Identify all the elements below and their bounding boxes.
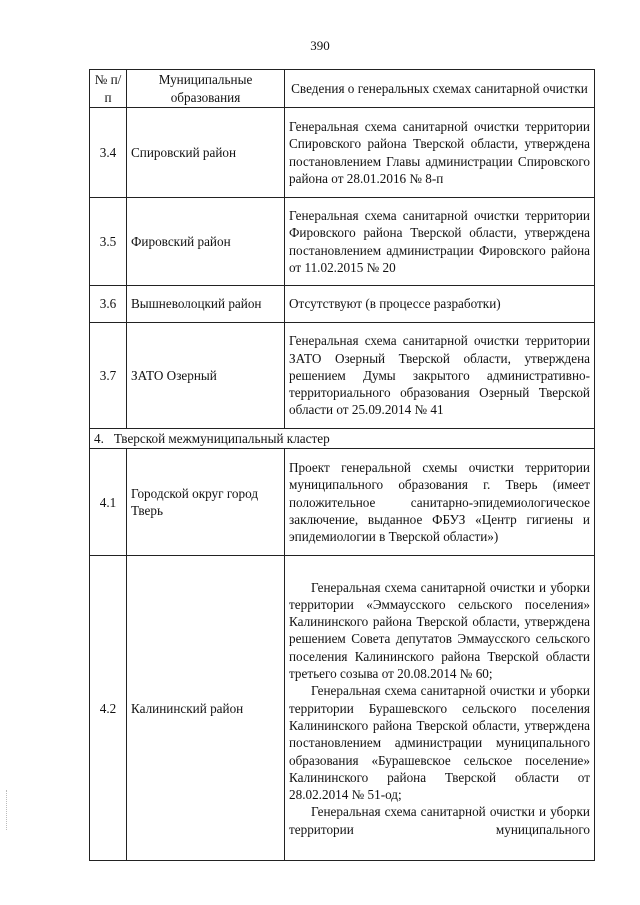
row-info-paragraph: Генеральная схема санитарной очистки территории Спировского района Тверской области, утверждена постановлением Главы администрации Спировского района от 28.01.2016 № 8-п	[289, 118, 590, 186]
row-info-paragraph: Проект генеральной схемы очистки территории муниципального образования г. Тверь (имеет положительное санитарно-эпидемиологическое заключение, выданное ФБУЗ «Центр гигиены и эпидемиологии в Тверской области»)	[289, 460, 590, 545]
row-info	[285, 323, 595, 429]
sanitation-schemes-table	[89, 69, 595, 861]
row-municipality: Калининский район	[127, 556, 285, 861]
row-info	[285, 108, 595, 198]
row-info	[285, 198, 595, 286]
row-municipality: Городской округ город Тверь	[127, 449, 285, 556]
row-info-paragraph: Генеральная схема санитарной очистки территории Фировского района Тверской области, утверждена постановлением администрации Фировского района от 11.02.2015 № 20	[289, 207, 590, 275]
row-info-paragraph: Генеральная схема санитарной очистки территории ЗАТО Озерный Тверской области, утверждена решением Думы закрытого административно-территориального образования Озерный Тверской области от 25.09.2014 № 41	[289, 333, 590, 418]
table-row	[90, 323, 595, 429]
row-info-paragraph: Отсутствуют (в процессе разработки)	[289, 296, 501, 312]
row-info-paragraph: Генеральная схема санитарной очистки и уборки территории Бурашевского сельского поселения Калининского района Тверской области, утверждена постановлением администрации муниципального образования «Бурашевское сельское поселение» Калининского района Тверской области от 28.02.2014 № 51-од;	[289, 683, 590, 803]
row-info-paragraph: Генеральная схема санитарной очистки и уборки территории муниципального	[289, 804, 590, 837]
row-municipality: Фировский район	[127, 198, 285, 286]
table-row	[90, 449, 595, 556]
row-number: 4.2	[90, 556, 127, 861]
row-number: 3.5	[90, 198, 127, 286]
row-number: 4.1	[90, 449, 127, 556]
table-header-row	[90, 70, 595, 108]
row-number: 3.4	[90, 108, 127, 198]
header-info: Сведения о генеральных схемах санитарной очистки	[285, 70, 595, 108]
table-row	[90, 556, 595, 861]
table-row	[90, 108, 595, 198]
row-number: 3.7	[90, 323, 127, 429]
row-info	[285, 286, 595, 323]
row-info	[285, 449, 595, 556]
row-municipality: Вышневолоцкий район	[127, 286, 285, 323]
row-municipality: ЗАТО Озерный	[127, 323, 285, 429]
cluster-number: 4.	[94, 431, 104, 446]
scan-margin-mark	[6, 790, 11, 830]
row-municipality: Спировский район	[127, 108, 285, 198]
table-row	[90, 286, 595, 323]
row-info	[285, 556, 595, 861]
page-number: 390	[310, 38, 330, 53]
table-row	[90, 198, 595, 286]
cluster-heading-row	[90, 429, 595, 449]
row-info-paragraph: Генеральная схема санитарной очистки и уборки территории «Эммаусского сельского поселения» Калининского района Тверской области, утверждена решением Совета депутатов Эммаусского сельского поселения Калининского района Тверской области третьего созыва от 20.08.2014 № 60;	[289, 579, 590, 682]
cluster-title: Тверской межмуниципальный кластер	[113, 431, 330, 446]
row-number: 3.6	[90, 286, 127, 323]
cluster-heading	[90, 429, 595, 449]
header-number: № п/п	[90, 70, 127, 108]
header-municipality: Муниципальные образования	[127, 70, 285, 108]
